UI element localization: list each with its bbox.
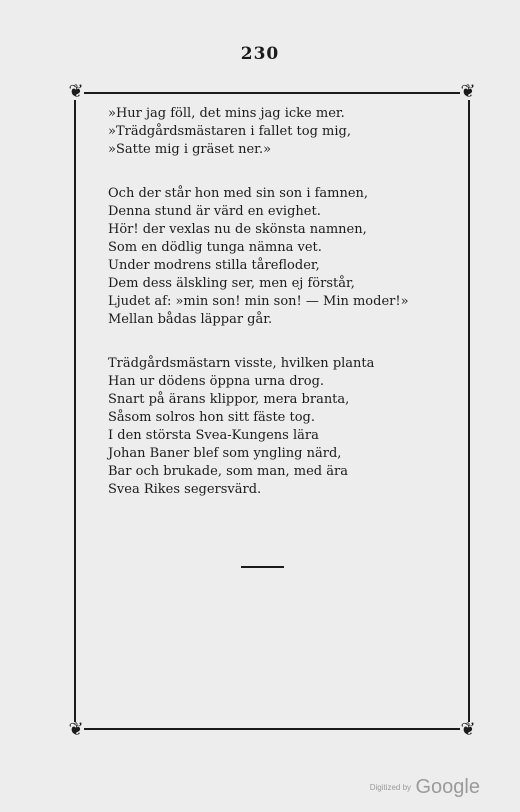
poem-line: I den största Svea-Kungens lära xyxy=(108,428,319,443)
watermark-prefix: Digitized by xyxy=(369,783,412,792)
poem-line: Bar och brukade, som man, med ära xyxy=(108,464,348,479)
frame-rule-right xyxy=(468,100,470,722)
stanza-3 xyxy=(108,355,438,499)
poem-line: Svea Rikes segersvärd. xyxy=(108,482,262,497)
poem-text xyxy=(108,105,438,525)
frame-rule-bottom xyxy=(84,728,460,730)
stanza-2 xyxy=(108,185,438,329)
frame-rule-left xyxy=(74,100,76,722)
poem-line: Denna stund är värd en evighet. xyxy=(108,204,321,219)
poem-line: Dem dess älskling ser, men ej förstår, xyxy=(108,276,355,291)
poem-line: »Trädgårdsmästaren i fallet tog mig, xyxy=(108,124,351,139)
poem-line: Snart på ärans klippor, mera branta, xyxy=(108,392,350,407)
corner-ornament-icon: ❦ xyxy=(460,81,476,102)
corner-ornament-icon: ❦ xyxy=(460,719,476,740)
corner-ornament-icon: ❦ xyxy=(68,81,84,102)
poem-line: Såsom solros hon sitt fäste tog. xyxy=(108,410,316,425)
frame-rule-top xyxy=(84,92,460,94)
stanza-1 xyxy=(108,105,438,159)
poem-line: Mellan bådas läppar går. xyxy=(108,312,273,327)
digitized-watermark xyxy=(370,776,480,799)
watermark-brand: Google xyxy=(415,776,480,798)
page-number: 230 xyxy=(240,44,280,64)
end-rule xyxy=(241,566,284,568)
poem-line: Under modrens stilla tårefloder, xyxy=(108,258,320,273)
poem-line: »Hur jag föll, det mins jag icke mer. xyxy=(108,106,345,121)
poem-line: Som en dödlig tunga nämna vet. xyxy=(108,240,322,255)
poem-line: Han ur dödens öppna urna drog. xyxy=(108,374,325,389)
corner-ornament-icon: ❦ xyxy=(68,719,84,740)
poem-line: »Satte mig i gräset ner.» xyxy=(108,142,272,157)
poem-line: Ljudet af: »min son! min son! — Min moder!» xyxy=(108,294,409,309)
poem-line: Trädgårdsmästarn visste, hvilken planta xyxy=(108,356,375,371)
poem-line: Hör! der vexlas nu de skönsta namnen, xyxy=(108,222,367,237)
poem-line: Johan Baner blef som yngling närd, xyxy=(108,446,342,461)
poem-line: Och der står hon med sin son i famnen, xyxy=(108,186,369,201)
